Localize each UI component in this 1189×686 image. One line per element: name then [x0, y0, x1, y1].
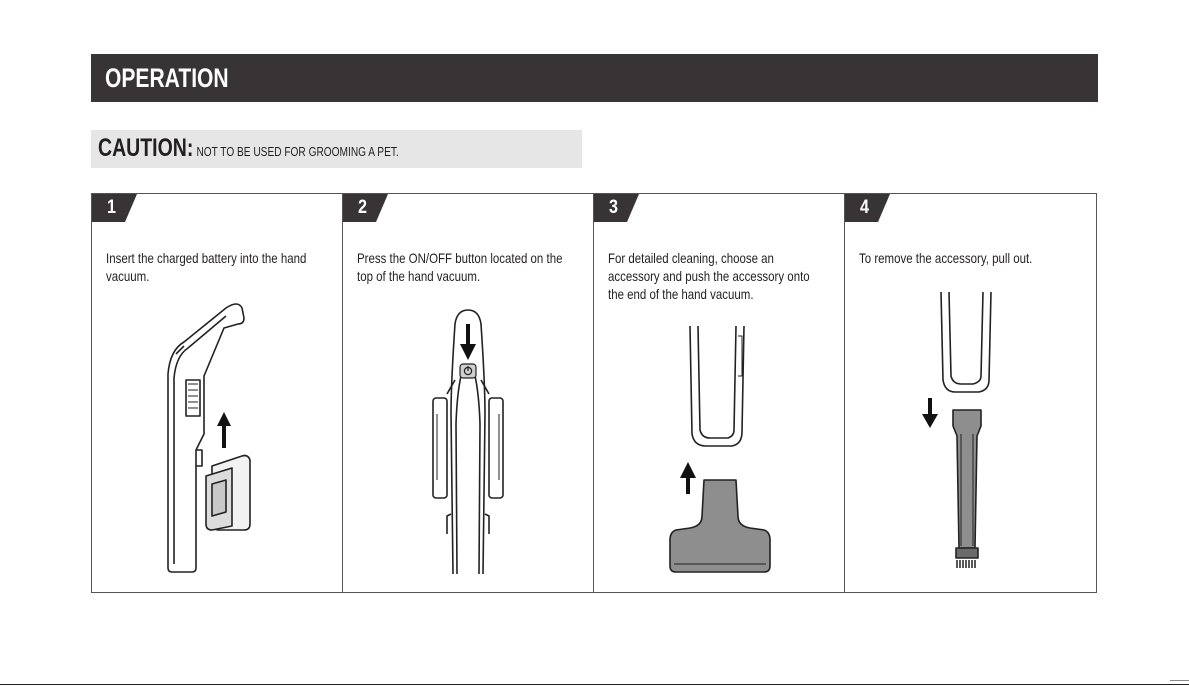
step-number: 2	[358, 197, 367, 218]
vacuum-accessory-attach-illustration	[594, 284, 845, 584]
step-tab	[594, 194, 639, 222]
step-3	[594, 194, 845, 592]
vacuum-power-button-illustration	[343, 284, 594, 584]
step-number: 1	[107, 197, 116, 218]
caution-notice	[91, 130, 582, 168]
step-instruction: For detailed cleaning, choose an accessory and push the accessory onto the end of the hand vacuum.	[608, 250, 810, 302]
step-4	[845, 194, 1096, 592]
section-header	[91, 54, 1098, 102]
page-corner-mark	[1170, 680, 1189, 686]
caution-label: CAUTION:	[98, 134, 194, 162]
vacuum-battery-insert-illustration	[92, 284, 343, 584]
step-1	[92, 194, 343, 592]
step-instruction: Press the ON/OFF button located on the top of the hand vacuum.	[357, 250, 563, 284]
steps-grid	[91, 193, 1097, 593]
step-number: 3	[609, 197, 618, 218]
step-tab	[92, 194, 137, 222]
vacuum-accessory-remove-illustration	[845, 284, 1096, 584]
step-2	[343, 194, 594, 592]
step-instruction: Insert the charged battery into the hand vacuum.	[106, 250, 307, 284]
step-tab	[343, 194, 388, 222]
step-instruction: To remove the accessory, pull out.	[859, 250, 1033, 266]
step-tab	[845, 194, 890, 222]
caution-text: NOT TO BE USED FOR GROOMING A PET.	[196, 144, 399, 159]
step-number: 4	[860, 197, 869, 218]
section-title: OPERATION	[105, 63, 229, 93]
